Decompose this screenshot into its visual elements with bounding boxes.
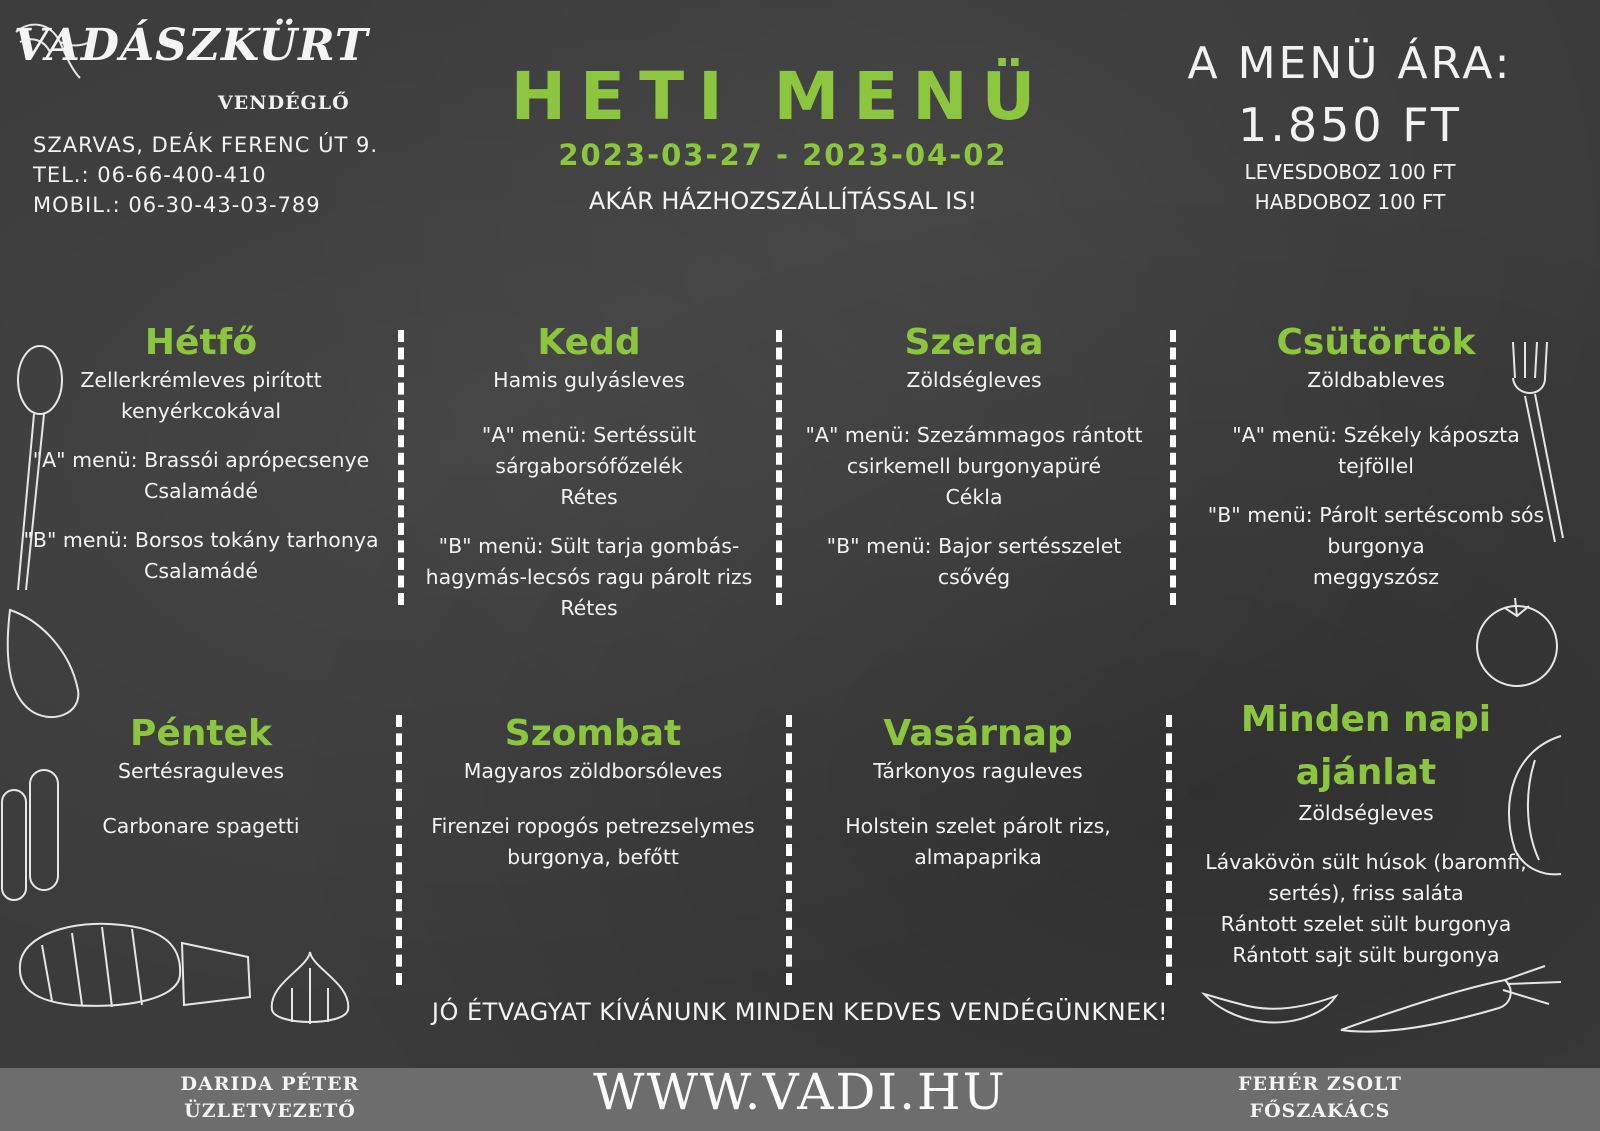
menu-b-line: Rétes <box>560 596 618 620</box>
menu-b-line: "B" menü: Borsos tokány tarhonya <box>23 528 379 552</box>
divider <box>396 715 402 985</box>
divider <box>398 330 404 605</box>
menu-a-line: "A" menü: Brassói aprópecsenye <box>32 448 370 472</box>
day-name: Szerda <box>904 322 1044 363</box>
menu-b-line: Csalamádé <box>144 559 258 583</box>
day-wednesday <box>786 321 1162 593</box>
offer-line: Rántott sajt sült burgonya <box>1232 943 1500 967</box>
logo-subtitle: VENDÉGLŐ <box>218 92 350 114</box>
daily-offer <box>1176 692 1556 971</box>
menu-a-line: sárgaborsófőzelék <box>495 454 683 478</box>
menu-a-line: "A" menü: Sertéssült <box>481 423 697 447</box>
soup-line: Magyaros zöldborsóleves <box>463 759 723 783</box>
divider <box>776 330 782 605</box>
menu-a-line: tejföllel <box>1338 454 1414 478</box>
menu-a-line: Csalamádé <box>144 479 258 503</box>
menu-a-line: Cékla <box>945 485 1003 509</box>
main-line: burgonya, befőtt <box>507 845 679 869</box>
soup-line: Zellerkrémleves pirított <box>80 368 322 392</box>
day-saturday <box>406 712 780 873</box>
day-name: Péntek <box>130 713 272 754</box>
address-text: SZARVAS, DEÁK FERENC ÚT 9. <box>33 133 379 157</box>
soup-line: Zöldbableves <box>1307 368 1445 392</box>
day-friday <box>10 712 392 842</box>
main-line: Carbonare spagetti <box>102 814 300 838</box>
day-name: Vasárnap <box>883 713 1073 754</box>
logo-title: VADÁSZKÜRT <box>14 20 369 71</box>
date-range: 2023-03-27 - 2023-04-02 <box>558 138 1008 172</box>
manager-title: ÜZLETVEZETŐ <box>184 1100 356 1122</box>
soup-line: Hamis gulyásleves <box>493 368 685 392</box>
soup-line: Zöldségleves <box>906 368 1042 392</box>
soup-line: Tárkonyos raguleves <box>873 759 1083 783</box>
main-line: Holstein szelet párolt rizs, <box>845 814 1111 838</box>
offer-title: ajánlat <box>1295 752 1437 793</box>
day-name: Hétfő <box>144 322 258 363</box>
chef-block <box>1190 1071 1450 1125</box>
divider <box>1166 715 1172 985</box>
menu-a-line: "A" menü: Szezámmagos rántott <box>805 423 1143 447</box>
chef-name: FEHÉR ZSOLT <box>1238 1073 1402 1095</box>
mobile-text: MOBIL.: 06-30-43-03-789 <box>33 193 321 217</box>
chicken-leg-icon <box>0 600 90 730</box>
divider <box>1170 330 1176 605</box>
soup-line: Sertésraguleves <box>117 759 285 783</box>
price-value: 1.850 FT <box>1237 98 1463 152</box>
offer-line: Rántott szelet sült burgonya <box>1220 912 1512 936</box>
offer-title: Minden napi <box>1240 699 1492 740</box>
menu-b-line: "B" menü: Párolt sertéscomb sós <box>1207 503 1545 527</box>
menu-b-line: "B" menü: Bajor sertésszelet <box>826 534 1122 558</box>
menu-a-line: Rétes <box>560 485 618 509</box>
day-monday <box>10 321 392 587</box>
day-tuesday <box>408 321 770 624</box>
manager-name: DARIDA PÉTER <box>180 1073 360 1095</box>
menu-b-line: "B" menü: Sült tarja gombás- <box>438 534 740 558</box>
menu-b-line: csővég <box>937 565 1011 589</box>
delivery-note: AKÁR HÁZHOZSZÁLLÍTÁSSAL IS! <box>588 187 978 215</box>
tomato-icon <box>1465 592 1565 692</box>
price-label: A MENÜ ÁRA: <box>1187 38 1513 89</box>
page-title: HETI MENÜ <box>510 58 1050 135</box>
menu-a-line: csirkemell burgonyapüré <box>846 454 1102 478</box>
main-line: Firenzei ropogós petrezselymes <box>431 814 755 838</box>
offer-line: Lávakövön sült húsok (baromfi, <box>1205 850 1527 874</box>
soup-line: Zöldségleves <box>1298 801 1434 825</box>
main-line: almapaprika <box>914 845 1042 869</box>
menu-a-line: "A" menü: Székely káposzta <box>1232 423 1520 447</box>
day-name: Kedd <box>537 322 641 363</box>
foam-box-price: HABDOBOZ 100 FT <box>1254 190 1446 214</box>
offer-line: sertés), friss saláta <box>1268 881 1464 905</box>
divider <box>786 715 792 985</box>
greeting-text: JÓ ÉTVAGYAT KÍVÁNUNK MINDEN KEDVES VENDÉGÜNKNEK! <box>431 998 1169 1026</box>
website-link[interactable]: WWW.VADI.HU <box>593 1063 1007 1121</box>
phone-text: TEL.: 06-66-400-410 <box>33 163 267 187</box>
day-sunday <box>796 712 1160 873</box>
day-name: Csütörtök <box>1276 322 1476 363</box>
day-thursday <box>1180 321 1572 593</box>
soup-line: kenyérkcokával <box>120 399 282 423</box>
menu-b-line: hagymás-lecsós ragu párolt rizs <box>425 565 753 589</box>
menu-b-line: burgonya <box>1327 534 1425 558</box>
soup-box-price: LEVESDOBOZ 100 FT <box>1244 160 1456 184</box>
day-name: Szombat <box>504 713 682 754</box>
menu-b-line: meggyszósz <box>1312 565 1440 589</box>
chef-title: FŐSZAKÁCS <box>1249 1100 1391 1122</box>
